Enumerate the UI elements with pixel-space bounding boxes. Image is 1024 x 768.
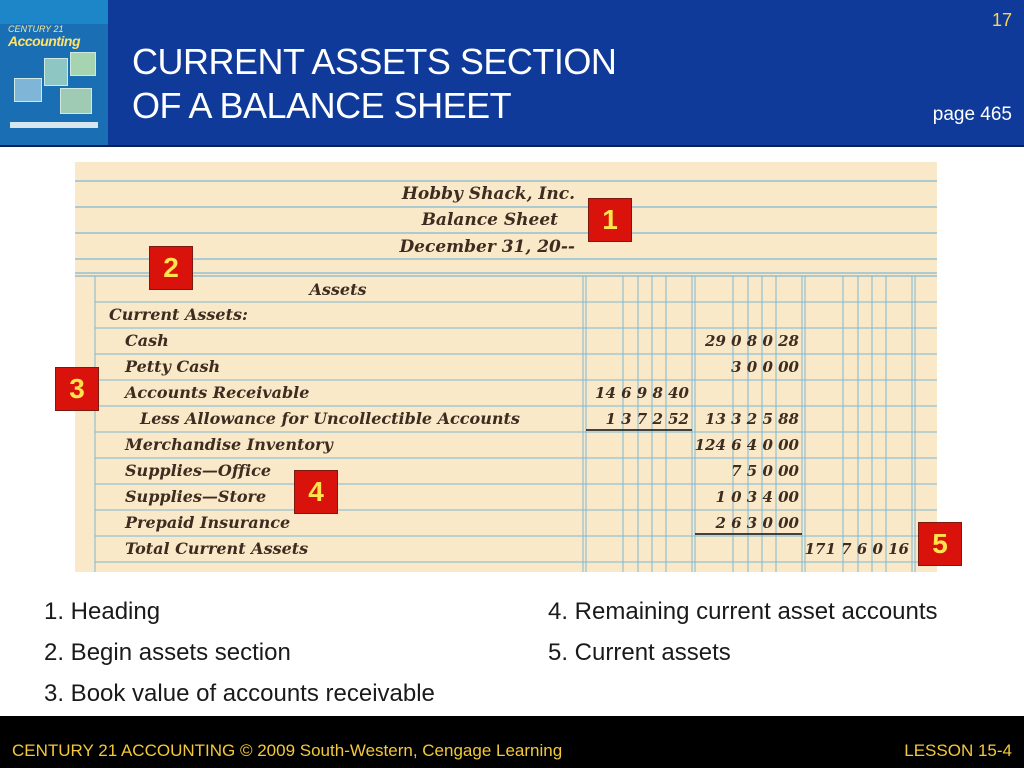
assets-heading: Assets xyxy=(309,280,367,299)
row-amount-col2: 29 0 8 0 28 xyxy=(705,332,799,350)
title-line-2: OF A BALANCE SHEET xyxy=(132,85,512,126)
cover-strip xyxy=(10,122,98,128)
legend-left xyxy=(44,591,435,714)
row-amount-col2: 3 0 0 00 xyxy=(731,358,799,376)
slide-header xyxy=(0,0,1024,147)
legend-item-1: 1. Heading xyxy=(44,598,161,625)
row-amount-col2: 1 0 3 4 00 xyxy=(715,488,799,506)
row-label: Merchandise Inventory xyxy=(125,435,333,454)
callout-2-assets-section: 2 xyxy=(149,246,193,290)
legend-item-2: 2. Begin assets section xyxy=(44,639,291,666)
row-label: Supplies—Office xyxy=(125,461,272,480)
title-line-1: CURRENT ASSETS SECTION xyxy=(132,41,617,82)
legend-item-3: 3. Book value of accounts receivable xyxy=(44,680,435,707)
footer-lesson: LESSON 15-4 xyxy=(904,741,1012,760)
statement-name: Balance Sheet xyxy=(421,210,558,230)
cover-tile xyxy=(44,58,68,86)
balance-sheet-rows xyxy=(123,331,910,558)
callout-1-heading: 1 xyxy=(588,198,632,242)
balance-sheet-form xyxy=(75,162,937,572)
legend-right xyxy=(548,591,938,673)
row-label: Less Allowance for Uncollectible Accounts xyxy=(140,409,520,428)
cover-band xyxy=(0,0,108,24)
callout-5-current-assets: 5 xyxy=(918,522,962,566)
row-amount-col2: 13 3 2 5 88 xyxy=(705,410,799,428)
row-amount-col2: 2 6 3 0 00 xyxy=(715,514,799,532)
slide-footer xyxy=(0,716,1024,768)
cover-tile xyxy=(70,52,96,76)
cover-series: CENTURY 21 xyxy=(8,24,64,34)
row-label: Accounts Receivable xyxy=(125,383,310,402)
row-label: Cash xyxy=(125,331,169,350)
statement-date: December 31, 20-- xyxy=(399,237,575,257)
row-amount-col1: 1 3 7 2 52 xyxy=(605,410,689,428)
footer-copyright: CENTURY 21 ACCOUNTING © 2009 South-Western, Cengage Learning xyxy=(12,741,563,760)
cover-tile xyxy=(60,88,92,114)
row-label: Supplies—Store xyxy=(125,487,267,506)
row-label: Total Current Assets xyxy=(125,539,309,558)
row-amount-col3: 171 7 6 0 16 xyxy=(804,540,909,558)
callout-4-remaining-accounts: 4 xyxy=(294,470,338,514)
row-label: Prepaid Insurance xyxy=(125,513,291,532)
page-reference: page 465 xyxy=(932,104,1012,125)
slide-number: 17 xyxy=(991,10,1012,30)
legend-item-5: 5. Current assets xyxy=(548,639,731,666)
row-amount-col2: 7 5 0 00 xyxy=(731,462,799,480)
row-amount-col2: 124 6 4 0 00 xyxy=(694,436,799,454)
legend-item-4: 4. Remaining current asset accounts xyxy=(548,598,938,625)
cover-tile xyxy=(14,78,42,102)
cover-brand: Accounting xyxy=(8,33,80,49)
slide-title xyxy=(132,40,616,128)
row-amount-col1: 14 6 9 8 40 xyxy=(595,384,689,402)
balance-sheet-svg xyxy=(75,162,937,572)
callout-3-book-value: 3 xyxy=(55,367,99,411)
company-name: Hobby Shack, Inc. xyxy=(401,184,575,204)
row-label: Petty Cash xyxy=(125,357,221,376)
textbook-cover-image xyxy=(0,0,108,145)
current-assets-subheading: Current Assets: xyxy=(109,305,248,324)
